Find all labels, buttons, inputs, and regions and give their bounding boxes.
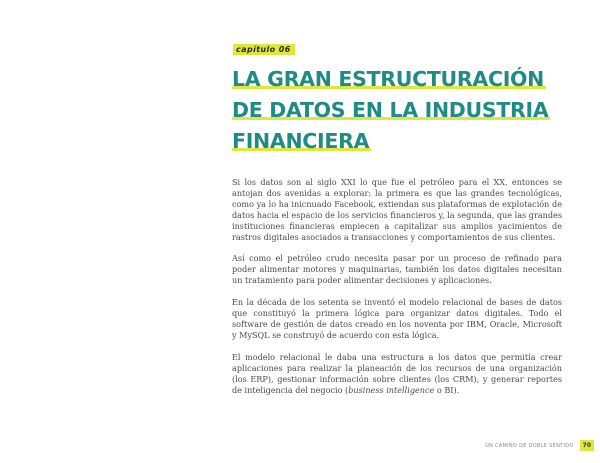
book-title: UN CAMINO DE DOBLE SENTIDO — [485, 442, 574, 449]
page-number: 70 — [580, 440, 594, 451]
paragraph: Así como el petróleo crudo necesita pasar por un proceso de refinado para poder alimentar motores y maquinarias, también los datos digitales necesitan un tratamiento para poder alimentar decisiones y aplicaciones. — [232, 253, 562, 286]
title-line: DE DATOS EN LA INDUSTRIA — [232, 98, 549, 122]
paragraph: En la década de los setenta se inventó el modelo relacional de bases de datos que constituyó la primera lógica para organizar datos digitales. Todo el software de gestión de datos creado en los noventa por IBM, Oracle, Microsoft y MySQL se construyó de acuerdo con esta lógica. — [232, 297, 562, 340]
paragraph: El modelo relacional le daba una estructura a los datos que permitía crear aplicaciones para realizar la planeación de los recursos de una organización (los ERP), gestionar información sobre clientes (los CRM), y generar reportes de inteligencia del negocio (business intelligence o BI). — [232, 351, 562, 395]
title-line: FINANCIERA — [232, 129, 370, 153]
body-text — [232, 177, 562, 406]
chapter-title — [232, 64, 550, 157]
chapter-label: capítulo 06 — [233, 44, 295, 55]
title-line: LA GRAN ESTRUCTURACIÓN — [232, 67, 545, 91]
paragraph: Si los datos son al siglo XXI lo que fue el petróleo para el XX, entonces se antojan dos avenidas a explorar: la primera es que las grandes tecnológicas, como ya lo ha inicnuado Facebook, extiendan sus plataformas de explotación de datos hacia el espacio de los servicios financieros y, la segunda, que las grandes instituciones financieras empiecen a capitalizar sus amplios yacimientos de rastros digitales asociados a transacciones y comportamientos de sus clientes. — [232, 177, 562, 242]
page-footer — [485, 440, 594, 451]
italic-term: business intelligence — [348, 384, 435, 395]
